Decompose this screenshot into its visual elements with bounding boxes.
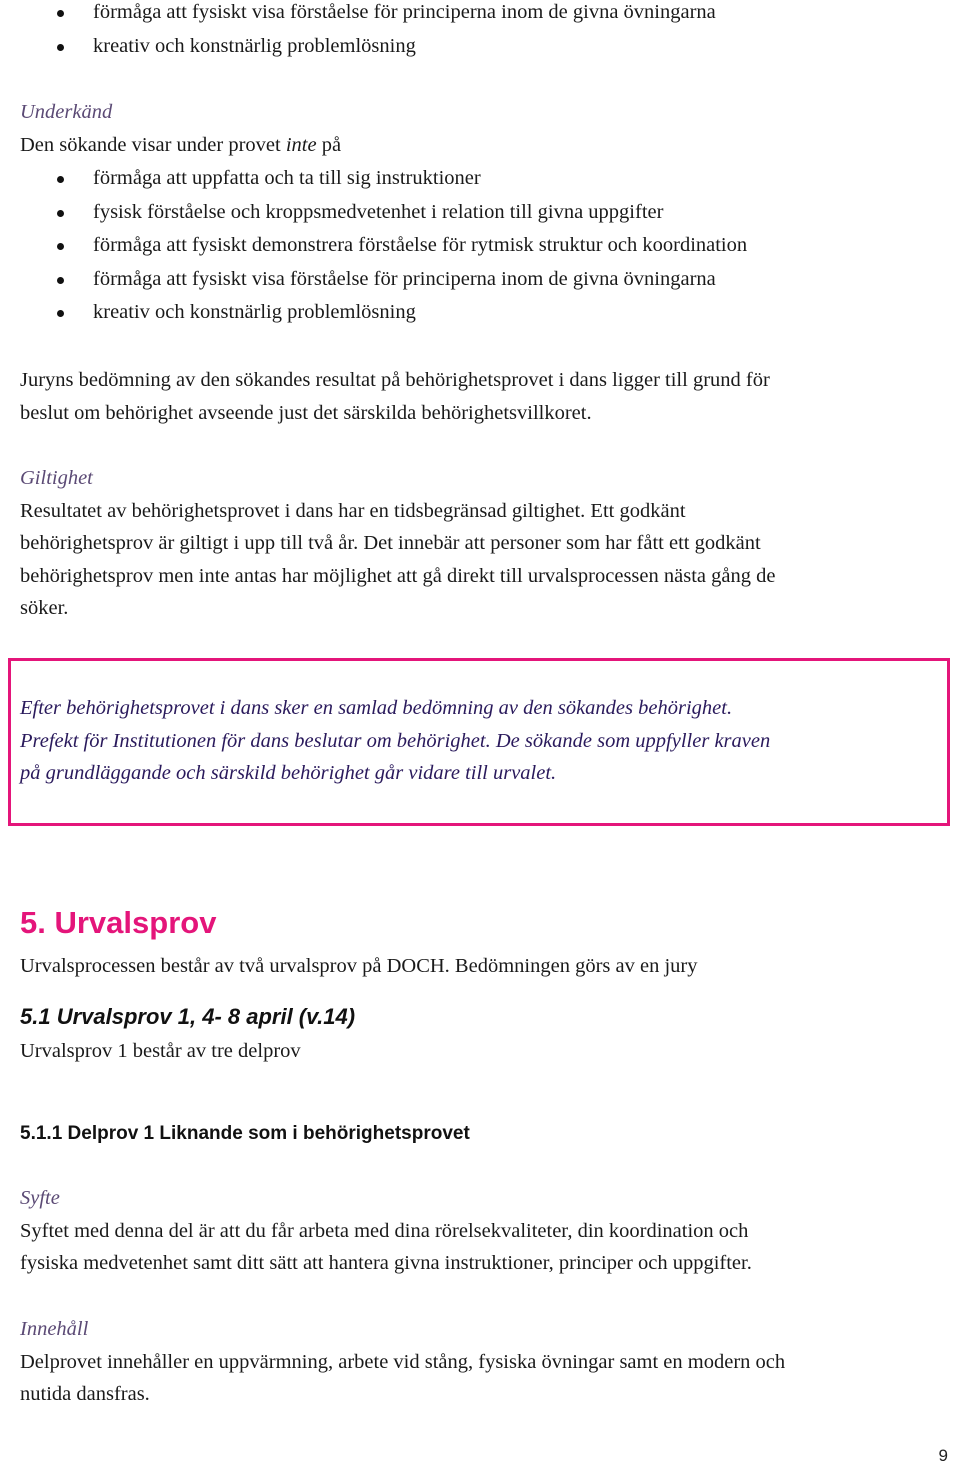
underkand-section [20, 96, 950, 161]
bullet-dot-icon [57, 243, 64, 250]
top-bullet-list [0, 0, 716, 63]
bullet-dot-icon [57, 210, 64, 217]
bullet-dot-icon [57, 277, 64, 284]
list-item: förmåga att fysiskt demonstrera förståelse för rytmisk struktur och koordination [0, 229, 747, 263]
underkand-bullet-list [0, 162, 747, 330]
bullet-dot-icon [57, 176, 64, 183]
list-item: förmåga att fysiskt visa förståelse för principerna inom de givna övningarna [0, 263, 747, 297]
section-5-1-heading: 5.1 Urvalsprov 1, 4- 8 april (v.14) [20, 1004, 356, 1029]
list-item: förmåga att uppfatta och ta till sig instruktioner [0, 162, 747, 196]
list-item: kreativ och konstnärlig problemlösning [0, 30, 716, 64]
innehall-heading: Innehåll [20, 1318, 89, 1340]
giltighet-section: Giltighet Resultatet av behörighetsprovet i dans har en tidsbegränsad giltighet. Ett godkänt behörighetsprov är giltigt i upp till två år. Det innebär att personer som har fått ett godkänt behörighetsprov men inte antas har möjlighet att gå direkt till urvalsprocessen nästa gång de söker. [20, 462, 950, 625]
section-5-heading: 5. Urvalsprov [20, 905, 217, 940]
bullet-dot-icon [57, 44, 64, 51]
list-item: fysisk förståelse och kroppsmedvetenhet i relation till givna uppgifter [0, 196, 747, 230]
innehall-section: Innehåll Delprovet innehåller en uppvärmning, arbete vid stång, fysiska övningar samt en modern och nutida dansfras. [20, 1313, 950, 1411]
highlight-box-text: Efter behörighetsprovet i dans sker en samlad bedömning av den sökandes behörighet. Prefekt för Institutionen för dans beslutar om behörighet. De sökande som uppfyller kraven på grundläggande och särskild behörighet går vidare till urvalet. [20, 697, 771, 784]
syfte-heading: Syfte [20, 1187, 60, 1209]
section-5-1-1-heading: 5.1.1 Delprov 1 Liknande som i behörighetsprovet [20, 1123, 470, 1144]
underkand-intro: Den sökande visar under provet inte på [20, 133, 342, 156]
list-item: kreativ och konstnärlig problemlösning [0, 296, 747, 330]
page-number: 9 [938, 1446, 948, 1465]
list-item: förmåga att fysiskt visa förståelse för principerna inom de givna övningarna [0, 0, 716, 30]
section-5-1-text: Urvalsprov 1 består av tre delprov [20, 1040, 301, 1062]
syfte-section: Syfte Syftet med denna del är att du får arbeta med dina rörelsekvaliteter, din koordination och fysiska medvetenhet samt ditt sätt att hantera givna instruktioner, principer och uppgifter. [20, 1182, 950, 1280]
bullet-dot-icon [57, 10, 64, 17]
section-5-text: Urvalsprocessen består av två urvalsprov på DOCH. Bedömningen görs av en jury [20, 955, 698, 977]
bullet-dot-icon [57, 310, 64, 317]
giltighet-heading: Giltighet [20, 467, 93, 489]
underkand-heading: Underkänd [20, 101, 113, 123]
jury-paragraph: Juryns bedömning av den sökandes resultat på behörighetsprovet i dans ligger till grund för beslut om behörighet avseende just det särskilda behörighetsvillkoret. [20, 369, 770, 424]
